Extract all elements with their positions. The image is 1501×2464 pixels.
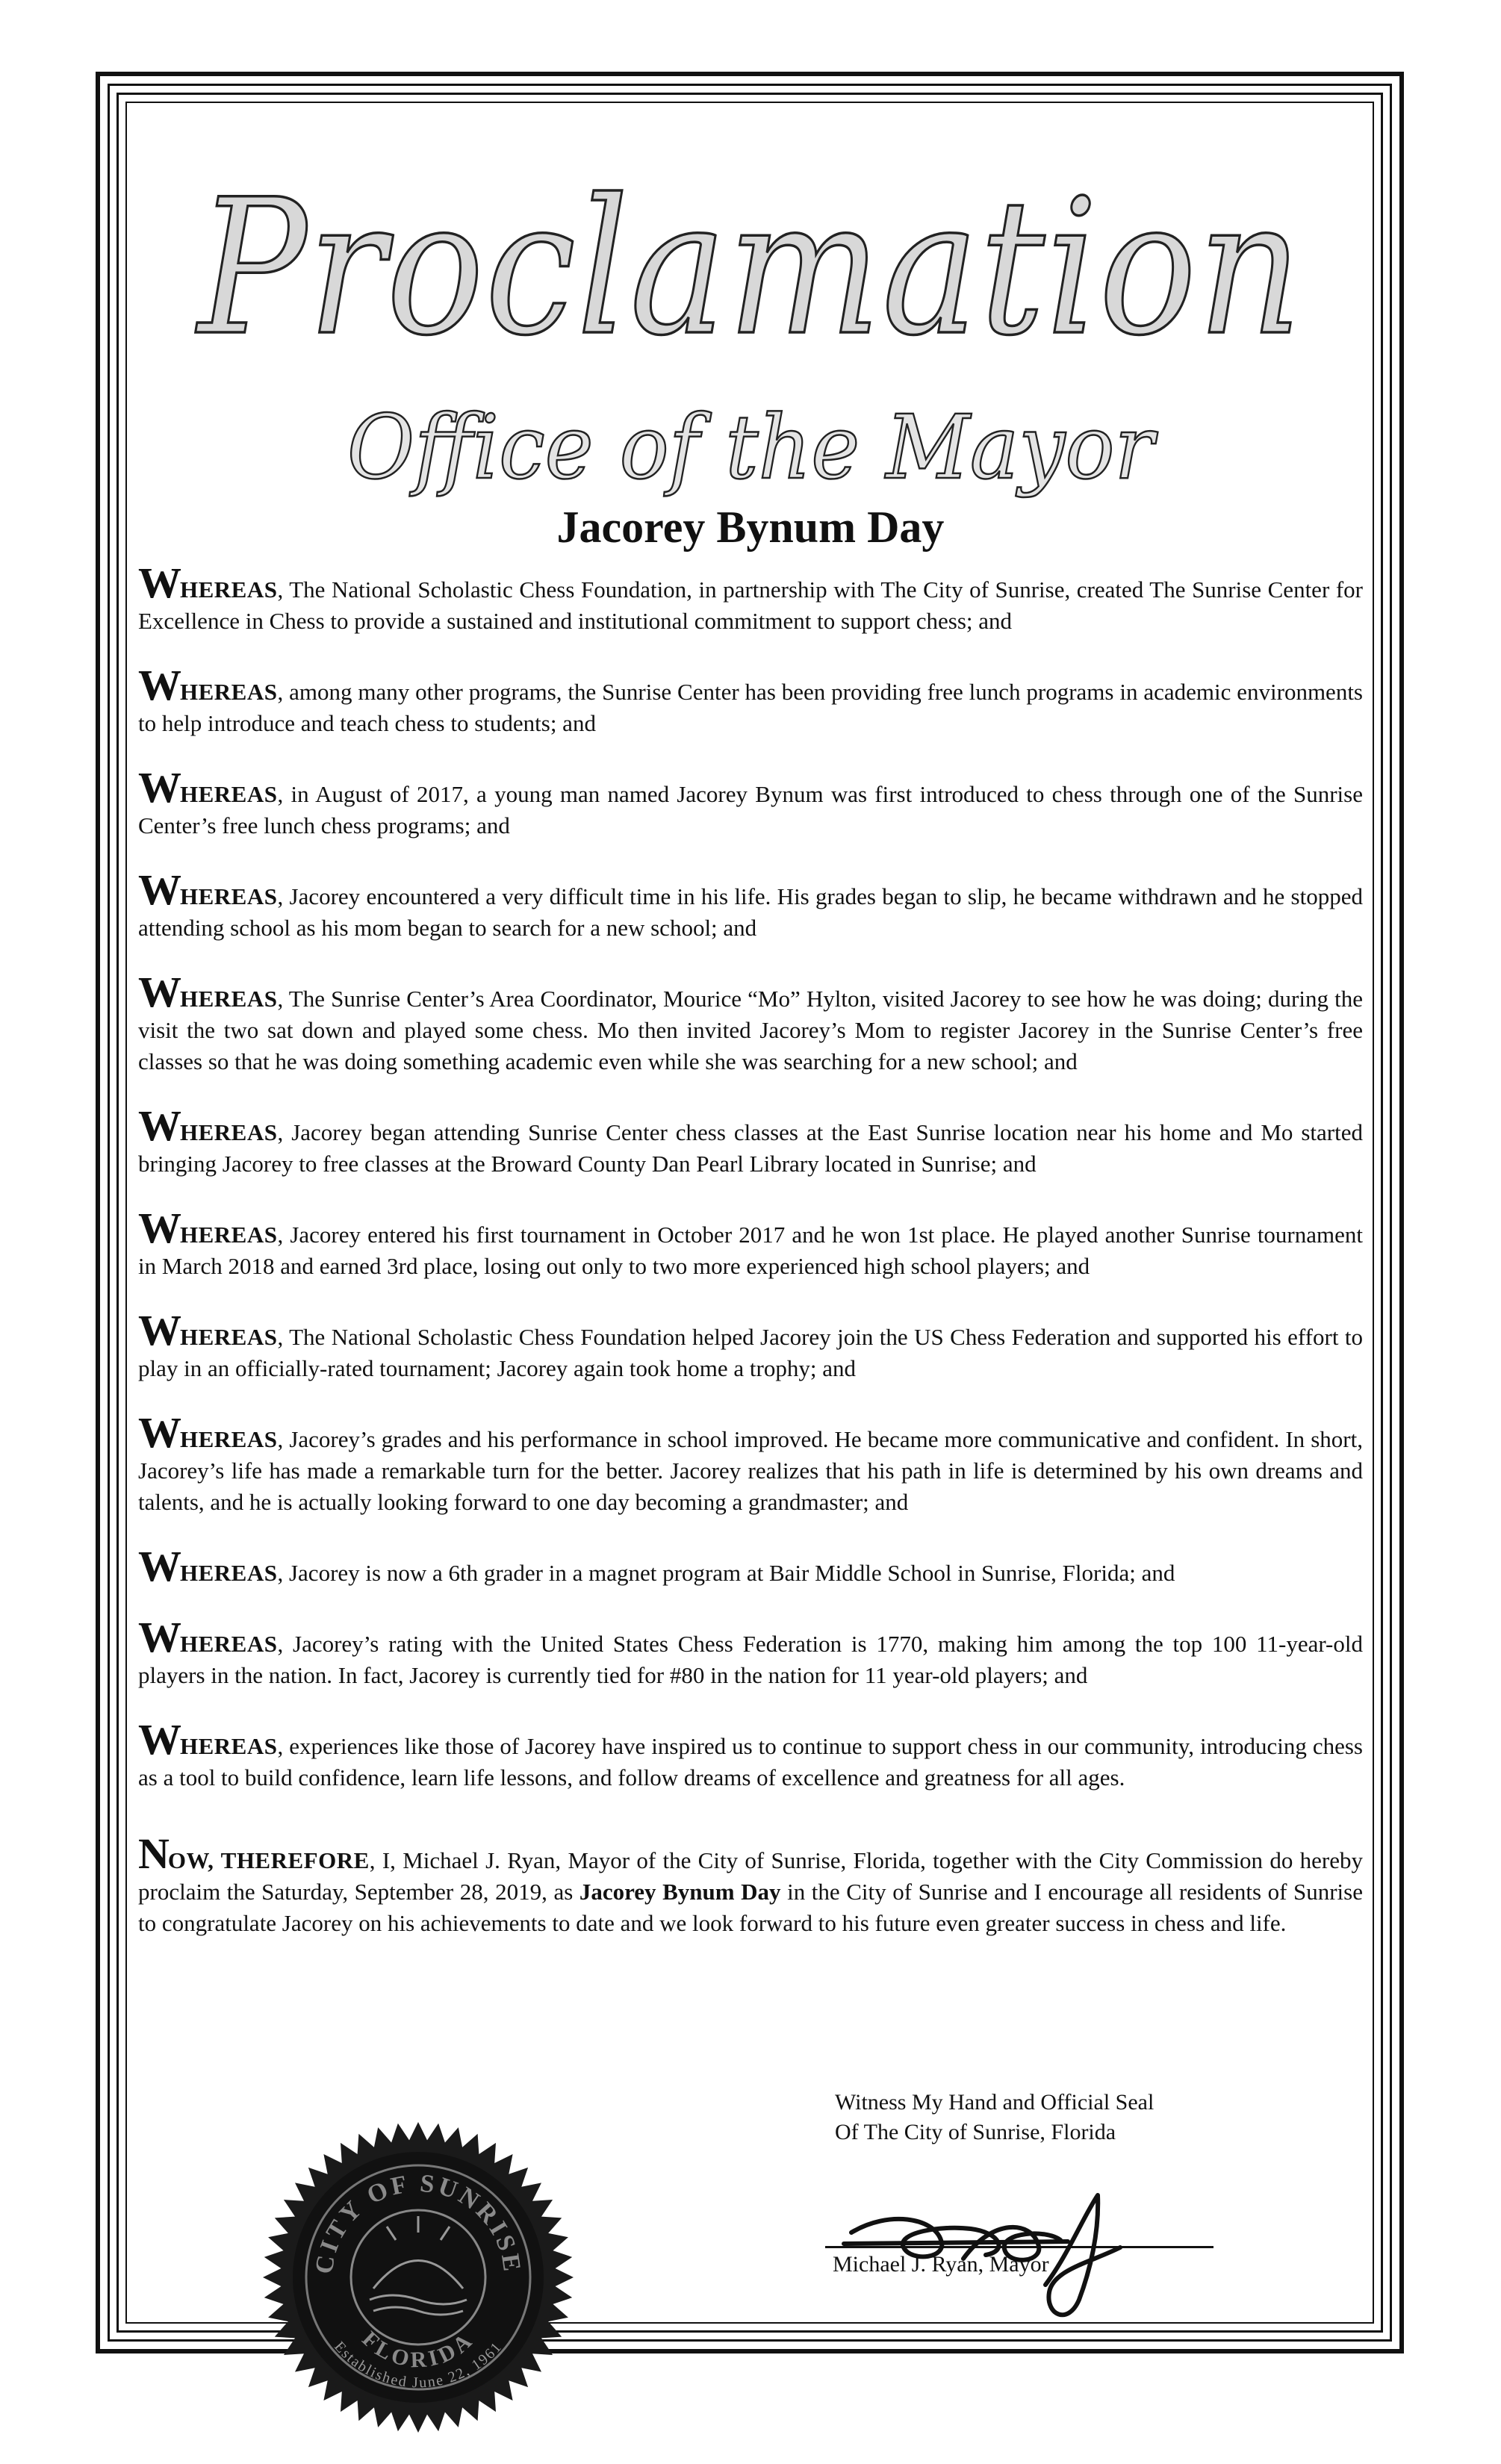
whereas-lead (138, 1101, 278, 1150)
lead-word: HEREAS (180, 1119, 278, 1145)
lead-initial: W (138, 661, 180, 709)
lead-word: HEREAS (180, 1733, 278, 1759)
paragraph-text: , Jacorey entered his first tournament in October 2017 and he won 1st place. He played another Sunrise tournament in March 2018 and earned 3rd place, losing out only to two more experienced high school players; and (138, 1222, 1363, 1279)
lead-word: HEREAS (180, 781, 278, 807)
whereas-lead (138, 763, 278, 812)
paragraph-text: , experiences like those of Jacorey have inspired us to continue to support chess in our community, introducing chess as a tool to build confidence, learn life lessons, and follow dreams of excellence and greatness for all ages. (138, 1733, 1363, 1791)
header-script-subtitle: Office of the Mayor (347, 396, 1159, 499)
now-therefore-lead (138, 1829, 370, 1878)
whereas-paragraph (138, 968, 1363, 1077)
closing-day-name: Jacorey Bynum Day (579, 1879, 781, 1905)
whereas-lead (138, 865, 278, 914)
lead-word: HEREAS (180, 1426, 278, 1452)
whereas-paragraph (138, 1715, 1363, 1793)
paragraph-text: , The Sunrise Center’s Area Coordinator, Mourice “Mo” Hylton, visited Jacorey to see how he was doing; during the visit the two sat down and played some chess. Mo then invited Jacorey’s Mom to register Jacorey in the Sunrise Center’s free classes so that he was doing something academic even while she was searching for a new school; and (138, 986, 1363, 1074)
closing-text-before: , I, Michael J. Ryan, Mayor of the City of Sunrise, Florida, together with the City Commission do hereby proclaim the Saturday, September 28, 2019, as (138, 1847, 1363, 1905)
whereas-paragraph (138, 1408, 1363, 1518)
paragraph-text: , Jacorey’s rating with the United States Chess Federation is 1770, making him among the top 100 11-year-old players in the nation. In fact, Jacorey is currently tied for #80 in the nation for 11 year-old players; and (138, 1631, 1363, 1688)
lead-word: HEREAS (180, 1560, 278, 1586)
lead-initial: W (138, 1101, 180, 1150)
whereas-paragraph (138, 763, 1363, 841)
whereas-paragraph (138, 865, 1363, 944)
whereas-lead (138, 661, 278, 709)
lead-initial: N (138, 1829, 168, 1878)
lead-word: HEREAS (180, 986, 278, 1012)
lead-word: HEREAS (180, 679, 278, 705)
whereas-lead (138, 1306, 278, 1354)
whereas-lead (138, 1613, 278, 1661)
witness-line-2: Of The City of Sunrise, Florida (835, 2120, 1116, 2144)
paragraph-text: , in August of 2017, a young man named Jacorey Bynum was first introduced to chess through one of the Sunrise Center’s free lunch chess programs; and (138, 781, 1363, 839)
lead-initial: W (138, 865, 180, 914)
lead-initial: W (138, 1408, 180, 1457)
now-therefore-paragraph (138, 1829, 1363, 1939)
whereas-paragraph (138, 559, 1363, 637)
paragraph-text: , The National Scholastic Chess Foundation, in partnership with The City of Sunrise, created The Sunrise Center for Excellence in Chess to provide a sustained and institutional commitment to support chess; and (138, 576, 1363, 634)
lead-initial: W (138, 559, 180, 607)
header-script-title: Proclamation (195, 159, 1303, 376)
lead-word: HEREAS (180, 1222, 278, 1248)
lead-word: HEREAS (180, 1324, 278, 1350)
paragraph-text: , Jacorey is now a 6th grader in a magnet program at Bair Middle School in Sunrise, Florida; and (277, 1560, 1175, 1586)
closing-text-after: in the City of Sunrise and I encourage all residents of Sunrise to congratulate Jacorey on his achievements to date and we look forward to his future even greater success in chess and life. (138, 1879, 1363, 1936)
lead-word: HEREAS (180, 883, 278, 909)
paragraph-text: , Jacorey began attending Sunrise Center chess classes at the East Sunrise location near his home and Mo started bringing Jacorey to free classes at the Broward County Dan Pearl Library located in Sunrise; and (138, 1119, 1363, 1177)
lead-word: HEREAS (180, 1631, 278, 1657)
signature-name: Michael J. Ryan, Mayor (833, 2252, 1049, 2277)
lead-initial: W (138, 1542, 180, 1590)
whereas-lead (138, 1715, 278, 1764)
whereas-paragraph (138, 661, 1363, 739)
proclamation-title: Jacorey Bynum Day (556, 503, 945, 552)
lead-initial: W (138, 1306, 180, 1354)
whereas-lead (138, 559, 278, 607)
whereas-paragraph (138, 1204, 1363, 1282)
signature-line (825, 2246, 1213, 2248)
seal-established-text: Established June 22, 1961 (331, 2338, 506, 2392)
whereas-lead (138, 1542, 278, 1590)
paragraph-text: , Jacorey encountered a very difficult time in his life. His grades began to slip, he became withdrawn and he stopped attending school as his mom began to search for a new school; and (138, 883, 1363, 941)
lead-initial: W (138, 1613, 180, 1661)
lead-initial: W (138, 968, 180, 1016)
whereas-paragraph (138, 1101, 1363, 1180)
witness-block (835, 2088, 1283, 2147)
lead-word: OW, THEREFORE (167, 1847, 370, 1873)
seal-top-text: CITY OF SUNRISE (310, 2169, 526, 2276)
lead-word: HEREAS (180, 576, 278, 603)
paragraph-text: , The National Scholastic Chess Foundation helped Jacorey join the US Chess Federation and supported his effort to play in an officially-rated tournament; Jacorey again took home a trophy; and (138, 1324, 1363, 1381)
lead-initial: W (138, 1204, 180, 1252)
lead-initial: W (138, 1715, 180, 1764)
whereas-paragraph (138, 1542, 1363, 1590)
city-seal (261, 2121, 575, 2434)
paragraph-text: , Jacorey’s grades and his performance in school improved. He became more communicative and confident. In short, Jacorey’s life has made a remarkable turn for the better. Jacorey realizes that his path in life is determined by his own dreams and talents, and he is actually looking forward to one day becoming a grandmaster; and (138, 1426, 1363, 1515)
whereas-lead (138, 968, 278, 1016)
witness-line-1: Witness My Hand and Official Seal (835, 2090, 1155, 2115)
proclamation-body (138, 559, 1363, 1972)
paragraph-text: , among many other programs, the Sunrise Center has been providing free lunch programs in academic environments to help introduce and teach chess to students; and (138, 679, 1363, 736)
lead-initial: W (138, 763, 180, 812)
seal-bottom-text: FLORIDA (357, 2326, 479, 2373)
whereas-lead (138, 1204, 278, 1252)
whereas-paragraph (138, 1613, 1363, 1691)
whereas-paragraph (138, 1306, 1363, 1384)
proclamation-header (127, 134, 1374, 553)
whereas-lead (138, 1408, 278, 1457)
